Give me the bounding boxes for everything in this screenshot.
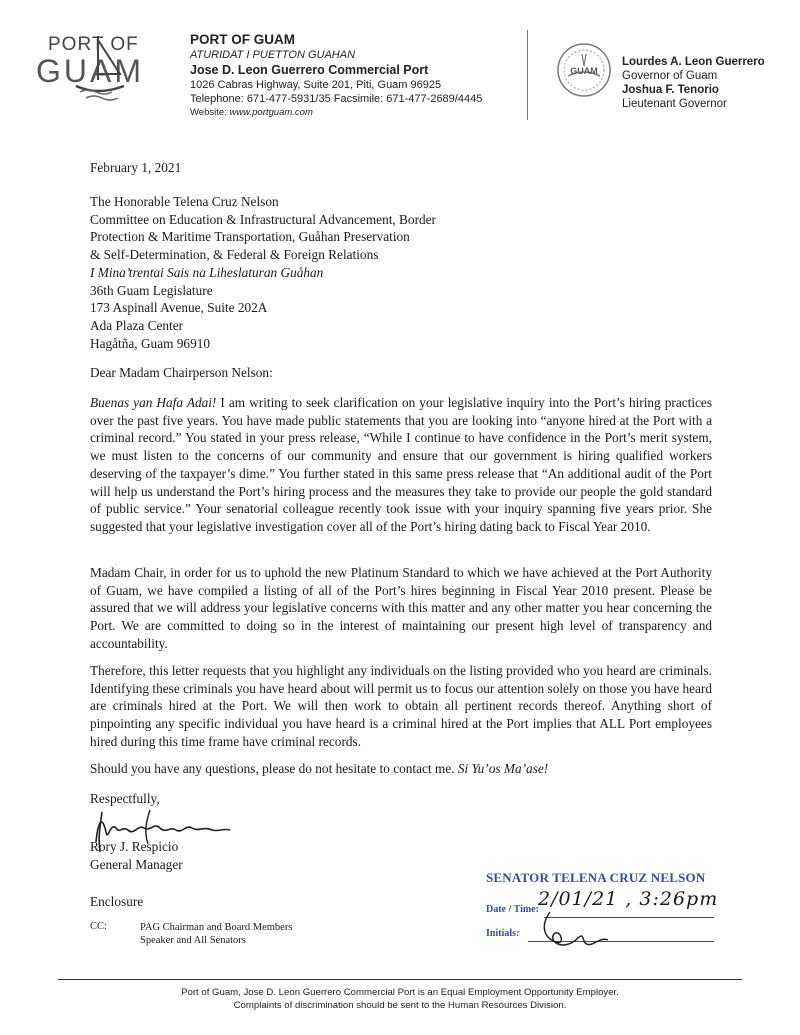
- officials-block: [622, 55, 765, 111]
- org-website-line: [190, 106, 510, 120]
- paragraph-4: [90, 760, 712, 778]
- letterhead-org-block: [190, 31, 510, 120]
- footer-complaints-line: Complaints of discrimination should be sent to the Human Resources Division.: [233, 1000, 567, 1011]
- recipient-line: Protection & Maritime Transportation, Guåhan Preservation: [90, 229, 410, 245]
- cc-item: PAG Chairman and Board Members: [140, 922, 293, 933]
- governor-title: Governor of Guam: [622, 70, 718, 82]
- port-name: Jose D. Leon Guerrero Commercial Port: [190, 63, 429, 77]
- letterhead-divider: [527, 30, 528, 120]
- stamp-header: SENATOR TELENA CRUZ NELSON: [486, 870, 706, 885]
- footer-eeo-line: Port of Guam, Jose D. Leon Guerrero Commercial Port is an Equal Employment Opportunity Employer.: [181, 987, 619, 998]
- footer: [0, 986, 800, 1012]
- seal-label: GUAM: [570, 66, 598, 76]
- port-of-guam-logo: [30, 30, 170, 102]
- cc-list: [140, 921, 292, 947]
- greeting: Buenas yan Hafa Adai!: [90, 395, 217, 410]
- signer-name: Rory J. Respicio: [90, 839, 179, 854]
- recipient-line: Ada Plaza Center: [90, 317, 184, 333]
- letter-date: February 1, 2021: [90, 160, 182, 175]
- website-label: Website:: [190, 107, 230, 118]
- governor-name: Lourdes A. Leon Guerrero: [622, 56, 765, 68]
- org-name: PORT OF GUAM: [190, 32, 295, 47]
- logo-port-text: PORT OF: [48, 34, 139, 55]
- cc-label: CC:: [90, 921, 107, 932]
- paragraph-3: Therefore, this letter requests that you highlight any individuals on the listing provided who you heard are criminals. Identifying these criminals you have heard about will permit us to focus our attention solely on those you have heard are criminals hired at the Port. We will then work to obtain all pertinent records thereof. Anything short of pinpointing any specific individual you have heard is a criminal hired at the Port implies that ALL Port employees hired during this time frame have criminal records.: [90, 663, 712, 749]
- guam-seal-icon: [556, 42, 612, 98]
- website-link[interactable]: www.portguam.com: [229, 107, 313, 118]
- recipient-line: 36th Guam Legislature: [90, 282, 213, 298]
- recipient-line: The Honorable Telena Cruz Nelson: [90, 194, 279, 209]
- lt-governor-title: Lieutenant Governor: [622, 98, 727, 110]
- closing: Respectfully,: [90, 791, 160, 806]
- org-motto: ATURIDAT I PUETTON GUAHAN: [190, 49, 356, 61]
- recipient-line: Committee on Education & Infrastructural Advancement, Border: [90, 211, 436, 227]
- logo-guam-text: GUAM: [36, 53, 144, 89]
- stamp-date-label: Date / Time:: [486, 904, 539, 915]
- paragraph-4-closing: Si Yu’os Ma’ase!: [457, 761, 549, 776]
- stamp-date-handwritten: 2/01/21 , 3:26pm: [538, 888, 719, 910]
- enclosure-note: Enclosure: [90, 894, 144, 909]
- org-address: 1026 Cabras Highway, Suite 201, Piti, Guam 96925: [190, 79, 442, 91]
- recipient-line: 173 Aspinall Avenue, Suite 202A: [90, 300, 268, 316]
- recipient-line: & Self-Determination, & Federal & Foreign Relations: [90, 247, 379, 263]
- paragraph-1-body: I am writing to seek clarification on your legislative inquiry into the Port’s hiring practices over the past five years. You have made public statements that you are looking into “anyone hired at the Port with a criminal record.” You stated in your press release, “While I continue to have confidence in the Port’s merit system, we must listen to the concerns of our community and ensure that our government is hiring qualified workers deserving of the taxpayer’s dime.” You further stated in this same press release that “An additional audit of the Port will help us understand the Port’s hiring process and the measures they take to provide our people the gold standard of public service.” Your senatorial colleague recently took issue with your inquiry spanning five years prior. She suggested that your legislative investigation cover all of the Port’s hiring dating back to Fiscal Year 2010.: [90, 395, 712, 534]
- paragraph-2: Madam Chair, in order for us to uphold the new Platinum Standard to which we have achieved at the Port Authority of Guam, we have compiled a listing of all of the Port’s hires beginning in Fiscal Year 2010 present. Please be assured that we will address your legislative concerns with this matter and any other matter you hear concerning the Port. We are committed to doing so in the interest of maintaining our present high level of transparency and accountability.: [90, 565, 712, 651]
- paragraph-1: [90, 394, 712, 536]
- org-phone: Telephone: 671-477-5931/35 Facsimile: 671-477-2689/4445: [190, 93, 483, 105]
- lt-governor-name: Joshua F. Tenorio: [622, 84, 719, 96]
- salutation: Dear Madam Chairperson Nelson:: [90, 365, 273, 380]
- recipient-address: [90, 193, 730, 352]
- cc-item: Speaker and All Senators: [140, 935, 246, 946]
- initials-signature-image: [520, 908, 610, 956]
- signer-title: General Manager: [90, 857, 183, 872]
- stamp-initials-label: Initials:: [486, 928, 520, 939]
- recipient-line: Hagåtña, Guam 96910: [90, 335, 211, 351]
- footer-rule: [58, 979, 742, 980]
- recipient-line: I Mina’trentai Sais na Liheslaturan Guåhan: [90, 264, 324, 280]
- paragraph-4-body: Should you have any questions, please do not hesitate to contact me.: [90, 761, 458, 776]
